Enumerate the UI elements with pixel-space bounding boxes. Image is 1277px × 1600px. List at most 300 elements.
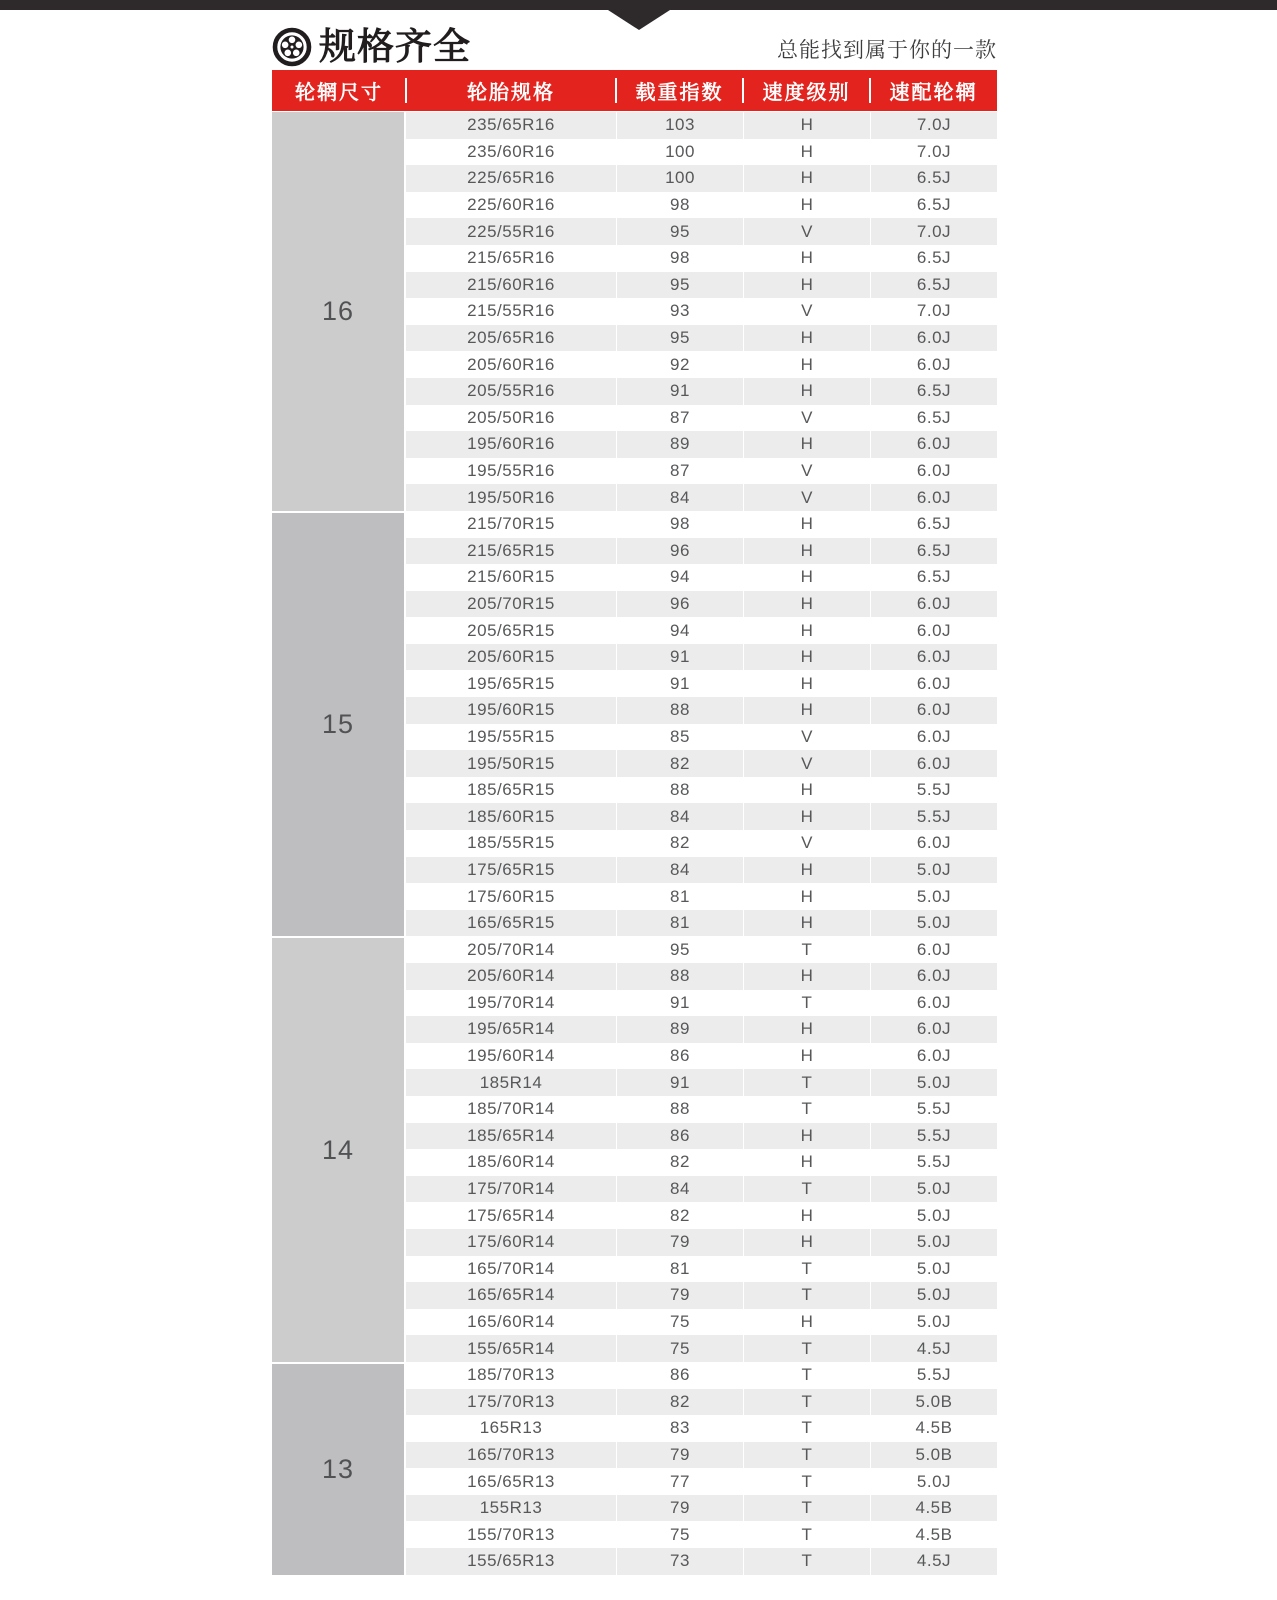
matching-rim-cell: 5.0J [870,1468,997,1495]
speed-rating-cell: H [743,963,870,990]
load-index-cell: 86 [616,1362,743,1389]
speed-rating-cell: H [743,431,870,458]
speed-rating-cell: T [743,1362,870,1389]
matching-rim-cell: 5.0J [870,1282,997,1309]
matching-rim-cell: 6.5J [870,272,997,299]
speed-rating-cell: H [743,245,870,272]
tire-spec-cell: 165/70R13 [467,1444,555,1464]
table-row [406,1309,997,1336]
section-rows [406,112,997,511]
table-row [406,1096,997,1123]
speed-rating-cell: H [743,351,870,378]
table-row [406,803,997,830]
matching-rim-cell: 4.5J [870,1335,997,1362]
table-row [406,1415,997,1442]
table-row [406,1016,997,1043]
load-index-cell: 82 [616,1389,743,1416]
tire-spec-cell: 175/65R14 [467,1205,555,1225]
speed-rating-cell: T [743,1415,870,1442]
matching-rim-cell: 6.5J [870,165,997,192]
table-row [406,1335,997,1362]
table-row [406,1495,997,1522]
matching-rim-cell: 6.0J [870,591,997,618]
matching-rim-cell: 6.0J [870,351,997,378]
header-divider [742,78,744,103]
tire-spec-cell: 215/65R15 [467,540,555,560]
load-index-cell: 84 [616,484,743,511]
tire-spec-cell: 215/60R15 [467,567,555,587]
tire-spec-cell: 205/65R15 [467,620,555,640]
speed-rating-cell: V [743,484,870,511]
load-index-cell: 82 [616,750,743,777]
load-index-cell: 93 [616,298,743,325]
tire-spec-cell: 165/65R15 [467,913,555,933]
matching-rim-cell: 6.5J [870,245,997,272]
load-index-cell: 77 [616,1468,743,1495]
speed-rating-cell: T [743,1176,870,1203]
tire-spec-cell: 235/60R16 [467,141,555,161]
page-title: 规格齐全 [319,26,471,67]
table-row [406,1468,997,1495]
table-row [406,644,997,671]
matching-rim-cell: 5.0J [870,910,997,937]
matching-rim-cell: 5.5J [870,803,997,830]
table-row [406,139,997,166]
tire-spec-cell: 205/60R15 [467,647,555,667]
tire-spec-cell: 175/60R15 [467,886,555,906]
tire-spec-cell: 195/50R16 [467,487,555,507]
speed-rating-cell: H [743,511,870,538]
speed-rating-cell: V [743,298,870,325]
header-divider [615,78,617,103]
table-row [406,564,997,591]
tire-spec-cell: 185/65R14 [467,1125,555,1145]
load-index-cell: 82 [616,1149,743,1176]
load-index-cell: 88 [616,777,743,804]
table-row [406,165,997,192]
speed-rating-cell: T [743,1548,870,1575]
load-index-cell: 79 [616,1442,743,1469]
column-header-speed-rating: 速度级别 [762,82,851,104]
load-index-cell: 91 [616,670,743,697]
table-row [406,112,997,139]
table-row [406,1521,997,1548]
load-index-cell: 91 [616,644,743,671]
table-row [406,431,997,458]
matching-rim-cell: 6.0J [870,458,997,485]
section-rows [406,511,997,937]
table-row [406,538,997,565]
matching-rim-cell: 5.0J [870,1256,997,1283]
table-row [406,697,997,724]
tire-spec-cell: 195/65R14 [467,1019,555,1039]
load-index-cell: 86 [616,1043,743,1070]
tire-spec-cell: 225/65R16 [467,168,555,188]
load-index-cell: 88 [616,697,743,724]
tire-spec-cell: 215/55R16 [467,301,555,321]
speed-rating-cell: H [743,910,870,937]
table-row [406,724,997,751]
column-header-tire-spec: 轮胎规格 [467,82,555,104]
column-header-rim-size: 轮辋尺寸 [295,82,383,104]
table-row [406,777,997,804]
load-index-cell: 95 [616,272,743,299]
speed-rating-cell: V [743,724,870,751]
rim-size-label: 14 [272,936,406,1362]
load-index-cell: 79 [616,1282,743,1309]
load-index-cell: 81 [616,883,743,910]
matching-rim-cell: 5.5J [870,1362,997,1389]
speed-rating-cell: V [743,830,870,857]
matching-rim-cell: 5.0J [870,1309,997,1336]
matching-rim-cell: 6.5J [870,511,997,538]
tire-spec-cell: 165/60R14 [467,1312,555,1332]
tire-spec-cell: 215/70R15 [467,514,555,534]
tire-spec-cell: 205/65R16 [467,328,555,348]
table-row [406,857,997,884]
matching-rim-cell: 6.0J [870,484,997,511]
speed-rating-cell: V [743,750,870,777]
section-title-row [272,22,997,68]
speed-rating-cell: T [743,1069,870,1096]
load-index-cell: 88 [616,963,743,990]
table-row [406,963,997,990]
speed-rating-cell: T [743,936,870,963]
tire-spec-cell: 185/65R15 [467,780,555,800]
table-row [406,1442,997,1469]
load-index-cell: 75 [616,1335,743,1362]
load-index-cell: 81 [616,1256,743,1283]
matching-rim-cell: 6.0J [870,1043,997,1070]
speed-rating-cell: H [743,378,870,405]
tire-spec-cell: 195/60R14 [467,1046,555,1066]
tire-spec-cell: 205/55R16 [467,381,555,401]
speed-rating-cell: V [743,218,870,245]
matching-rim-cell: 6.0J [870,830,997,857]
speed-rating-cell: T [743,1282,870,1309]
table-row [406,1548,997,1575]
tire-spec-cell: 175/70R13 [467,1391,555,1411]
header-divider [869,78,871,103]
matching-rim-cell: 5.0J [870,1202,997,1229]
tire-spec-cell: 195/55R15 [467,726,555,746]
speed-rating-cell: T [743,1495,870,1522]
tire-spec-table [272,70,997,1575]
speed-rating-cell: H [743,192,870,219]
load-index-cell: 98 [616,511,743,538]
load-index-cell: 92 [616,351,743,378]
tire-spec-cell: 215/60R16 [467,274,555,294]
load-index-cell: 87 [616,405,743,432]
load-index-cell: 100 [616,139,743,166]
matching-rim-cell: 6.5J [870,538,997,565]
matching-rim-cell: 6.0J [870,431,997,458]
matching-rim-cell: 6.0J [870,644,997,671]
matching-rim-cell: 7.0J [870,139,997,166]
table-row [406,617,997,644]
rim-size-label: 16 [272,112,406,511]
load-index-cell: 95 [616,325,743,352]
tire-spec-cell: 205/70R14 [467,939,555,959]
load-index-cell: 98 [616,192,743,219]
matching-rim-cell: 6.5J [870,405,997,432]
matching-rim-cell: 6.0J [870,963,997,990]
table-row [406,192,997,219]
matching-rim-cell: 6.0J [870,1016,997,1043]
speed-rating-cell: H [743,1229,870,1256]
matching-rim-cell: 6.0J [870,724,997,751]
matching-rim-cell: 4.5J [870,1548,997,1575]
wheel-icon [272,27,312,67]
load-index-cell: 95 [616,218,743,245]
table-row [406,245,997,272]
table-row [406,1043,997,1070]
tire-spec-cell: 205/50R16 [467,407,555,427]
matching-rim-cell: 5.0J [870,1069,997,1096]
tire-spec-cell: 175/60R14 [467,1232,555,1252]
table-row [406,1149,997,1176]
load-index-cell: 81 [616,910,743,937]
top-dark-bar [0,0,1277,10]
load-index-cell: 89 [616,431,743,458]
speed-rating-cell: T [743,1468,870,1495]
table-row [406,272,997,299]
load-index-cell: 84 [616,803,743,830]
speed-rating-cell: T [743,1389,870,1416]
tire-spec-cell: 175/65R15 [467,859,555,879]
table-row [406,936,997,963]
tire-spec-cell: 165/65R13 [467,1471,555,1491]
tire-spec-cell: 195/55R16 [467,461,555,481]
speed-rating-cell: H [743,1016,870,1043]
rim-size-section [272,112,997,511]
matching-rim-cell: 6.0J [870,750,997,777]
load-index-cell: 91 [616,378,743,405]
load-index-cell: 75 [616,1309,743,1336]
load-index-cell: 94 [616,564,743,591]
load-index-cell: 84 [616,857,743,884]
speed-rating-cell: H [743,777,870,804]
load-index-cell: 87 [616,458,743,485]
table-row [406,458,997,485]
speed-rating-cell: H [743,617,870,644]
tire-spec-cell: 235/65R16 [467,115,555,135]
matching-rim-cell: 5.5J [870,777,997,804]
section-rows [406,936,997,1362]
load-index-cell: 98 [616,245,743,272]
table-row [406,1389,997,1416]
tire-spec-cell: 165R13 [479,1418,543,1438]
tire-spec-cell: 155/70R13 [467,1524,555,1544]
table-row [406,325,997,352]
tire-spec-cell: 155/65R14 [467,1338,555,1358]
matching-rim-cell: 5.0J [870,1176,997,1203]
speed-rating-cell: H [743,1202,870,1229]
matching-rim-cell: 7.0J [870,298,997,325]
load-index-cell: 75 [616,1521,743,1548]
section-rows [406,1362,997,1575]
speed-rating-cell: H [743,670,870,697]
table-row [406,351,997,378]
matching-rim-cell: 5.5J [870,1096,997,1123]
tire-spec-cell: 165/65R14 [467,1285,555,1305]
speed-rating-cell: T [743,1521,870,1548]
speed-rating-cell: T [743,990,870,1017]
rim-size-section [272,511,997,937]
speed-rating-cell: H [743,697,870,724]
tire-spec-cell: 155R13 [479,1498,543,1518]
speed-rating-cell: T [743,1442,870,1469]
load-index-cell: 79 [616,1495,743,1522]
matching-rim-cell: 6.0J [870,697,997,724]
load-index-cell: 86 [616,1123,743,1150]
tire-spec-cell: 185/60R15 [467,806,555,826]
rim-size-section [272,1362,997,1575]
matching-rim-cell: 5.0B [870,1389,997,1416]
speed-rating-cell: H [743,857,870,884]
table-row [406,910,997,937]
page-subtitle: 总能找到属于你的一款 [777,39,997,62]
table-row [406,378,997,405]
load-index-cell: 88 [616,1096,743,1123]
matching-rim-cell: 6.5J [870,564,997,591]
tire-spec-cell: 195/65R15 [467,673,555,693]
table-row [406,1229,997,1256]
matching-rim-cell: 7.0J [870,218,997,245]
speed-rating-cell: H [743,644,870,671]
matching-rim-cell: 6.5J [870,378,997,405]
speed-rating-cell: H [743,803,870,830]
rim-size-section [272,936,997,1362]
speed-rating-cell: H [743,883,870,910]
load-index-cell: 73 [616,1548,743,1575]
load-index-cell: 85 [616,724,743,751]
tire-spec-cell: 205/60R16 [467,354,555,374]
speed-rating-cell: H [743,325,870,352]
matching-rim-cell: 4.5B [870,1415,997,1442]
speed-rating-cell: T [743,1335,870,1362]
matching-rim-cell: 5.0B [870,1442,997,1469]
tire-spec-cell: 195/60R15 [467,700,555,720]
speed-rating-cell: H [743,139,870,166]
speed-rating-cell: H [743,1309,870,1336]
matching-rim-cell: 4.5B [870,1495,997,1522]
matching-rim-cell: 6.0J [870,325,997,352]
matching-rim-cell: 5.0J [870,883,997,910]
speed-rating-cell: H [743,538,870,565]
table-row [406,405,997,432]
table-row [406,883,997,910]
column-header-matching-rim: 速配轮辋 [889,82,978,104]
speed-rating-cell: T [743,1096,870,1123]
tire-spec-cell: 195/70R14 [467,992,555,1012]
tire-spec-cell: 225/60R16 [467,195,555,215]
speed-rating-cell: H [743,272,870,299]
rim-size-label: 15 [272,511,406,937]
table-row [406,1176,997,1203]
column-header-load-index: 载重指数 [635,82,724,104]
tire-spec-cell: 215/65R16 [467,248,555,268]
table-row [406,830,997,857]
tire-spec-cell: 185/55R15 [467,833,555,853]
table-row [406,1362,997,1389]
tire-spec-cell: 185/60R14 [467,1152,555,1172]
header-divider [405,78,407,103]
load-index-cell: 91 [616,1069,743,1096]
speed-rating-cell: V [743,405,870,432]
load-index-cell: 79 [616,1229,743,1256]
load-index-cell: 89 [616,1016,743,1043]
load-index-cell: 96 [616,591,743,618]
rim-size-label: 13 [272,1362,406,1575]
matching-rim-cell: 5.5J [870,1123,997,1150]
tire-spec-cell: 185R14 [479,1072,543,1092]
table-row [406,298,997,325]
speed-rating-cell: H [743,165,870,192]
speed-rating-cell: H [743,112,870,139]
tire-spec-cell: 225/55R16 [467,221,555,241]
tire-spec-cell: 175/70R14 [467,1179,555,1199]
load-index-cell: 84 [616,1176,743,1203]
matching-rim-cell: 4.5B [870,1521,997,1548]
matching-rim-cell: 7.0J [870,112,997,139]
matching-rim-cell: 5.0J [870,1229,997,1256]
table-row [406,1256,997,1283]
table-row [406,1123,997,1150]
load-index-cell: 91 [616,990,743,1017]
speed-rating-cell: H [743,591,870,618]
table-row [406,750,997,777]
matching-rim-cell: 6.0J [870,670,997,697]
tire-spec-cell: 185/70R14 [467,1099,555,1119]
load-index-cell: 82 [616,1202,743,1229]
tire-spec-cell: 195/60R16 [467,434,555,454]
table-row [406,1202,997,1229]
table-row [406,1069,997,1096]
table-row [406,670,997,697]
tire-spec-cell: 205/60R14 [467,966,555,986]
tire-spec-cell: 195/50R15 [467,753,555,773]
matching-rim-cell: 6.0J [870,936,997,963]
matching-rim-cell: 6.5J [870,192,997,219]
speed-rating-cell: H [743,1043,870,1070]
load-index-cell: 103 [616,112,743,139]
table-header [272,70,997,111]
speed-rating-cell: H [743,564,870,591]
load-index-cell: 95 [616,936,743,963]
table-row [406,591,997,618]
matching-rim-cell: 5.5J [870,1149,997,1176]
table-row [406,484,997,511]
speed-rating-cell: H [743,1149,870,1176]
speed-rating-cell: T [743,1256,870,1283]
load-index-cell: 82 [616,830,743,857]
matching-rim-cell: 5.0J [870,857,997,884]
load-index-cell: 96 [616,538,743,565]
tire-spec-cell: 185/70R13 [467,1365,555,1385]
tire-spec-cell: 205/70R15 [467,593,555,613]
table-row [406,511,997,538]
speed-rating-cell: V [743,458,870,485]
tire-spec-cell: 155/65R13 [467,1551,555,1571]
speed-rating-cell: H [743,1123,870,1150]
load-index-cell: 100 [616,165,743,192]
matching-rim-cell: 6.0J [870,990,997,1017]
table-row [406,990,997,1017]
load-index-cell: 94 [616,617,743,644]
load-index-cell: 83 [616,1415,743,1442]
table-row [406,218,997,245]
